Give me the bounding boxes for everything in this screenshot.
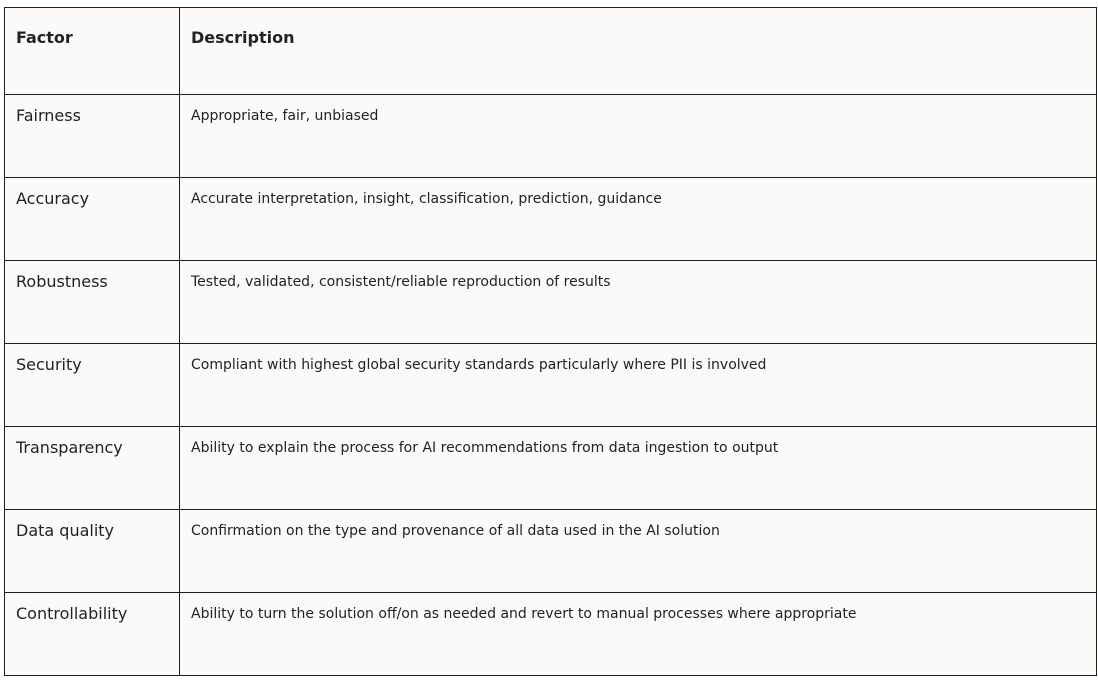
factor-cell [5, 178, 180, 261]
factor-cell [5, 427, 180, 510]
description-text: Ability to explain the process for AI recommendations from data ingestion to output [191, 440, 779, 456]
factor-label: Security [16, 355, 82, 374]
factor-label: Robustness [16, 272, 108, 291]
factors-table [4, 7, 1097, 676]
description-cell [180, 510, 1097, 593]
description-text: Ability to turn the solution off/on as needed and revert to manual processes where appropriate [191, 606, 857, 622]
description-column-header [180, 8, 1097, 95]
factor-cell [5, 344, 180, 427]
table-row [5, 261, 1097, 344]
factor-cell [5, 261, 180, 344]
factor-label: Transparency [16, 438, 123, 457]
description-text: Appropriate, fair, unbiased [191, 108, 379, 124]
table-row [5, 510, 1097, 593]
factor-label: Data quality [16, 521, 115, 540]
factor-cell [5, 95, 180, 178]
factor-cell [5, 593, 180, 676]
factor-label: Accuracy [16, 189, 90, 208]
description-cell [180, 593, 1097, 676]
factor-cell [5, 510, 180, 593]
factor-label: Fairness [16, 106, 81, 125]
description-text: Accurate interpretation, insight, classification, prediction, guidance [191, 191, 662, 207]
description-text: Tested, validated, consistent/reliable reproduction of results [191, 274, 611, 290]
table-header-row [5, 8, 1097, 95]
factor-header-label: Factor [16, 28, 73, 47]
table-row [5, 344, 1097, 427]
factor-column-header [5, 8, 180, 95]
description-cell [180, 427, 1097, 510]
description-header-label: Description [191, 28, 295, 47]
description-cell [180, 95, 1097, 178]
table-row [5, 178, 1097, 261]
table-row [5, 95, 1097, 178]
description-text: Confirmation on the type and provenance of all data used in the AI solution [191, 523, 720, 539]
description-cell [180, 178, 1097, 261]
factor-label: Controllability [16, 604, 128, 623]
table-row [5, 593, 1097, 676]
description-cell [180, 261, 1097, 344]
table-row [5, 427, 1097, 510]
description-cell [180, 344, 1097, 427]
description-text: Compliant with highest global security standards particularly where PII is involved [191, 357, 767, 373]
